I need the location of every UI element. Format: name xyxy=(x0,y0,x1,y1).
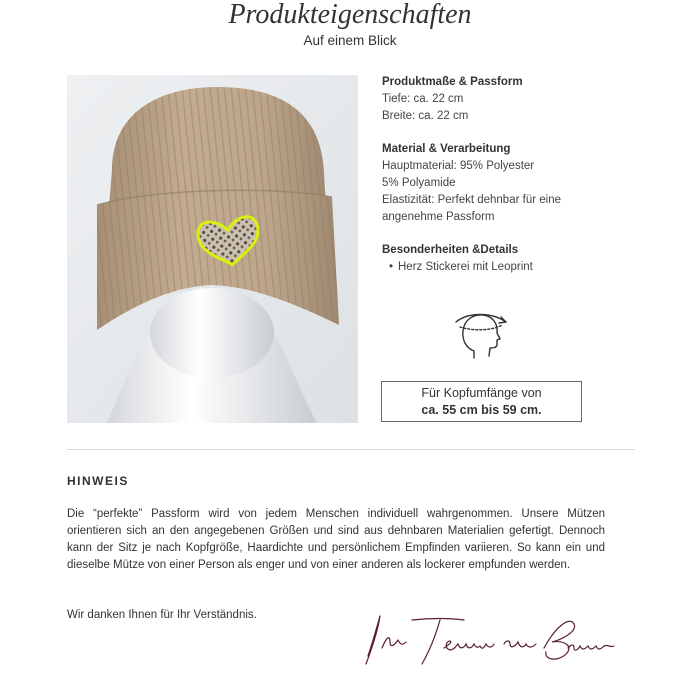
dimensions-heading: Produktmaße & Passform xyxy=(382,76,523,88)
main-material: Hauptmaterial: 95% Polyester xyxy=(382,160,535,172)
divider xyxy=(67,449,635,450)
thanks-text: Wir danken Ihnen für Ihr Verständnis. xyxy=(67,609,257,621)
signature xyxy=(360,608,620,672)
depth-value: Tiefe: ca. 22 cm xyxy=(382,93,464,105)
size-box xyxy=(381,381,582,422)
product-photo xyxy=(67,75,358,423)
dimensions-section xyxy=(382,74,682,125)
material-heading: Material & Verarbeitung xyxy=(382,143,511,155)
page-subtitle: Auf einem Blick xyxy=(303,33,397,48)
note-body: Die “perfekte” Passform wird von jedem Menschen individuell wahrgenommen. Unsere Mützen orientieren sich an den angegebenen Größen und sind aus dehnbaren Materialien gefertigt. Dennoch kann der Sitz je nach Kopfgröße, Haardichte und persönlichem Empfinden variieren. So kann ein und dieselbe Mütze von einer Person als enger und von einer anderen als lockerer empfunden werden. xyxy=(67,508,605,571)
product-specs xyxy=(382,74,682,292)
size-line-2: ca. 55 cm bis 59 cm. xyxy=(421,403,542,417)
list-item: • Herz Stickerei mit Leoprint xyxy=(398,259,682,276)
secondary-material: 5% Polyamide xyxy=(382,177,456,189)
head-circumference-icon xyxy=(452,306,510,368)
details-section xyxy=(382,242,682,276)
elasticity: Elastizität: Perfekt dehnbar für eine angenehme Passform xyxy=(382,194,561,223)
details-heading: Besonderheiten &Details xyxy=(382,244,519,256)
note-title: HINWEIS xyxy=(67,474,129,488)
page-title: Produkteigenschaften xyxy=(228,0,472,30)
size-line-1: Für Kopfumfänge von xyxy=(421,386,542,400)
details-list xyxy=(382,259,682,276)
beanie-photo xyxy=(67,75,358,423)
material-section xyxy=(382,141,682,226)
width-value: Breite: ca. 22 cm xyxy=(382,110,469,122)
